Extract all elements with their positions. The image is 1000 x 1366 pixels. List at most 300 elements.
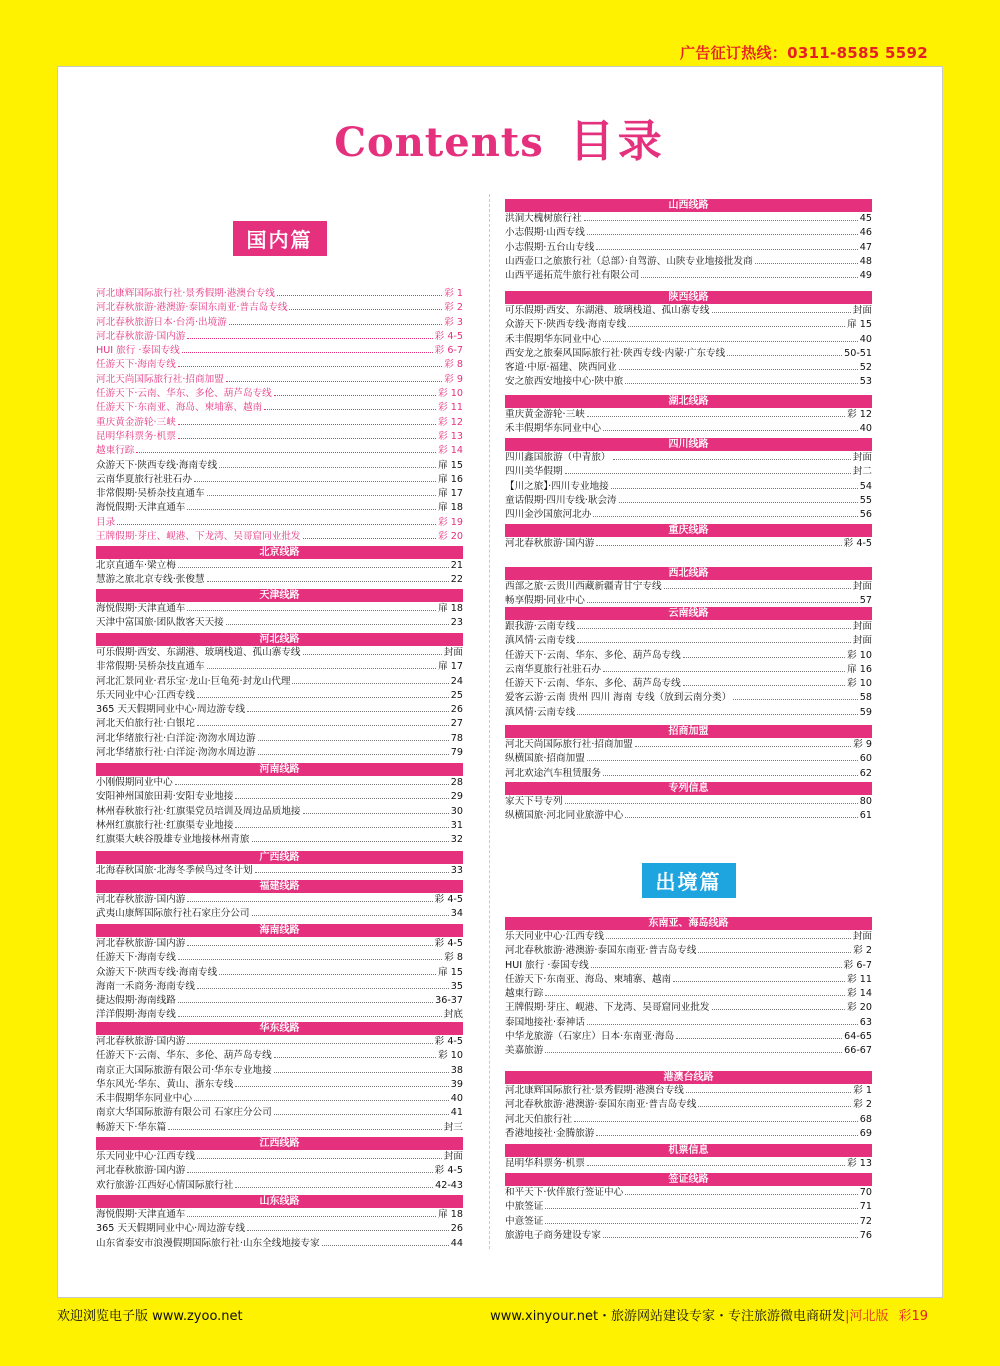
toc-row <box>505 1113 872 1127</box>
entry-name: 滇风情·云南专线 <box>505 706 576 718</box>
leader-dots <box>574 1113 858 1122</box>
leader-dots <box>274 1106 449 1115</box>
entry-name: 王牌假期·芽庄、岘港、下龙湾、吴哥窟同业批发 <box>96 531 301 543</box>
leader-dots <box>178 430 436 439</box>
entry-page: 彩 10 <box>438 388 463 400</box>
toc-row <box>96 1164 463 1178</box>
toc-row <box>505 677 872 691</box>
entry-page: 56 <box>859 509 872 521</box>
leader-dots <box>292 675 448 684</box>
entry-page: 60 <box>859 753 872 765</box>
toc-row <box>505 1001 872 1015</box>
title-en: Contents <box>334 119 544 166</box>
entry-name: 王牌假期·芽庄、岘港、下龙湾、吴哥窟同业批发 <box>505 1002 710 1014</box>
entry-name: 南京大华国际旅游有限公司 石家庄分公司 <box>96 1107 272 1119</box>
entry-page: 21 <box>450 560 463 571</box>
leader-dots <box>641 269 857 278</box>
toc-row <box>505 987 872 1001</box>
leader-dots <box>235 1078 448 1087</box>
toc-row <box>96 444 463 458</box>
leader-dots <box>628 318 845 327</box>
entry-page: 彩 10 <box>847 649 872 661</box>
entry-name: 河北华绪旅行社·白洋淀·沕沕水周边游 <box>96 732 256 744</box>
leader-dots <box>619 361 858 370</box>
toc-row <box>96 776 463 790</box>
entry-name: 四川金沙国旅河北办 <box>505 509 592 521</box>
entry-name: 天津中富国旅·团队散客天天接 <box>96 617 224 629</box>
entry-name: 安阳神州国旅田莉·安阳专业地接 <box>96 791 234 803</box>
toc-row <box>505 494 872 508</box>
leader-dots <box>587 1157 845 1166</box>
entry-page: 彩 13 <box>847 1158 872 1169</box>
leader-dots <box>187 893 432 902</box>
leader-dots <box>733 691 857 700</box>
toc-row <box>96 1035 463 1049</box>
toc-row <box>96 344 463 358</box>
toc-row <box>96 501 463 515</box>
entry-name: 童话假期·四川专线·耿会涛 <box>505 494 617 506</box>
toc-row <box>505 944 872 958</box>
toc-row <box>505 1186 872 1200</box>
leader-dots <box>593 508 857 517</box>
toc-row <box>505 634 872 648</box>
entry-page: 57 <box>859 595 872 607</box>
leader-dots <box>712 304 851 313</box>
entry-page: 封面 <box>443 647 463 658</box>
entry-page: 24 <box>450 675 463 687</box>
section-bar: 西北线路 <box>505 567 872 580</box>
toc-section <box>96 880 463 922</box>
leader-dots <box>625 375 858 384</box>
leader-dots <box>197 717 449 726</box>
toc-row <box>505 361 872 375</box>
leader-dots <box>577 634 851 643</box>
toc-section <box>505 1071 872 1141</box>
entry-page: 扉 18 <box>438 1209 463 1220</box>
entry-name: 河北天尚国际旅行社·招商加盟 <box>505 739 633 750</box>
entry-name: 禾丰假期华东同业中心 <box>96 1093 192 1105</box>
entry-page: 彩 8 <box>444 952 463 964</box>
toc-row <box>505 663 872 677</box>
toc-row <box>96 1008 463 1022</box>
leader-dots <box>545 1215 857 1224</box>
toc-row <box>96 1222 463 1236</box>
entry-name: 中华龙旅游（石家庄）日本·东南亚·海岛 <box>505 1031 675 1043</box>
entry-name: 任游天下·云南、华东、多伦、葫芦岛专线 <box>96 388 272 400</box>
section-bar: 福建线路 <box>96 880 463 893</box>
entry-page: 28 <box>450 777 463 788</box>
entry-name: 河北天尚国际旅行社·招商加盟 <box>96 373 224 385</box>
leader-dots <box>235 790 448 799</box>
entry-name: 河北春秋旅游·港澳游·泰国东南亚·普吉岛专线 <box>505 945 697 957</box>
entry-page: 50-51 <box>844 347 872 359</box>
entry-name: 河北康辉国际旅行社·景秀假期·港澳台专线 <box>505 1085 684 1096</box>
leader-dots <box>187 602 436 611</box>
section-bar: 签证线路 <box>505 1173 872 1186</box>
entry-name: 禾丰假期华东同业中心 <box>505 333 601 345</box>
entry-name: 四川美华假期 <box>505 466 563 478</box>
entry-page: 彩 12 <box>438 416 463 428</box>
entry-name: 畅游天下·华东篇 <box>96 1121 167 1133</box>
leader-dots <box>577 706 858 715</box>
entry-name: 河北春秋旅游·港澳游·泰国东南亚·普吉岛专线 <box>505 1099 697 1111</box>
toc-row <box>505 1127 872 1141</box>
toc-row <box>505 212 872 226</box>
entry-name: 河北春秋旅游日本·台湾·出境游 <box>96 316 227 328</box>
entry-name: 小刚假期同业中心 <box>96 777 173 788</box>
toc-row <box>505 1229 872 1243</box>
entry-page: 彩 4-5 <box>434 938 463 949</box>
entry-name: 跟我游·云南专线 <box>505 621 576 632</box>
toc-row <box>96 330 463 344</box>
toc-section <box>505 395 872 437</box>
entry-name: 非常假期·吴桥杂技直通车 <box>96 661 205 673</box>
toc-row <box>505 1084 872 1098</box>
toc-row <box>505 959 872 973</box>
toc-row <box>96 893 463 907</box>
entry-page: 34 <box>450 908 463 920</box>
entry-page: 封面 <box>852 621 872 632</box>
leader-dots <box>187 1035 432 1044</box>
toc-row <box>96 573 463 587</box>
entry-name: 纵横国旅·河北同业旅游中心 <box>505 810 624 822</box>
entry-name: 非常假期·吴桥杂技直通车 <box>96 488 205 500</box>
footer-slogan: www.xinyour.net・旅游网站建设专家・专注旅游微电商研发 <box>490 1309 846 1324</box>
toc-section <box>505 782 872 824</box>
entry-page: 彩 20 <box>438 531 463 543</box>
leader-dots <box>587 1016 858 1025</box>
toc-row <box>96 430 463 444</box>
entry-page: 扉 18 <box>438 502 463 514</box>
entry-page: 54 <box>859 480 872 492</box>
entry-page: 40 <box>859 333 872 345</box>
leader-dots <box>207 660 437 669</box>
entry-page: 36-37 <box>435 995 463 1007</box>
toc-row <box>505 973 872 987</box>
entry-page: 61 <box>859 810 872 822</box>
entry-page: 彩 9 <box>444 373 463 385</box>
toc-row <box>505 422 872 436</box>
toc-section <box>505 291 872 390</box>
entry-name: 河北春秋旅游·国内游 <box>96 1165 186 1177</box>
footer-left: 欢迎浏览电子版 www.zyoo.net <box>57 1309 243 1324</box>
entry-page: 封面 <box>852 305 872 316</box>
entry-page: 扉 15 <box>847 319 872 331</box>
entry-name: 滇风情·云南专线 <box>505 635 576 647</box>
leader-dots <box>274 387 436 396</box>
leader-dots <box>577 620 851 629</box>
toc-section <box>505 1173 872 1243</box>
entry-name: 任游天下·云南、华东、多伦、葫芦岛专线 <box>505 678 681 690</box>
entry-page: 封二 <box>852 466 872 478</box>
entry-page: 66-67 <box>844 1045 872 1057</box>
leader-dots <box>664 580 851 589</box>
entry-name: 河北康辉国际旅行社·景秀假期·港澳台专线 <box>96 288 275 299</box>
leader-dots <box>247 1222 449 1231</box>
entry-name: 香港地接社·金腾旅游 <box>505 1127 595 1139</box>
section-bar: 河南线路 <box>96 763 463 776</box>
entry-page: 23 <box>450 617 463 629</box>
toc-row <box>96 1237 463 1251</box>
leader-dots <box>255 864 449 873</box>
entry-page: 彩 6-7 <box>843 959 872 971</box>
leader-dots <box>252 833 449 842</box>
entry-name: 北京直通车·梁立梅 <box>96 560 176 571</box>
entry-page: 27 <box>450 718 463 730</box>
entry-name: 禾丰假期华东同业中心 <box>505 423 601 435</box>
toc-section <box>96 1137 463 1193</box>
entry-name: 爱客云游·云南 贵州 四川 海南 专线（放到云南分类） <box>505 692 732 704</box>
leader-dots <box>565 465 851 474</box>
entry-page: 彩 11 <box>847 973 872 985</box>
section-bar: 东南亚、海岛线路 <box>505 917 872 930</box>
leader-dots <box>584 212 858 221</box>
leader-dots <box>587 226 858 235</box>
toc-row <box>505 480 872 494</box>
toc-row <box>505 738 872 752</box>
toc-row <box>96 358 463 372</box>
toc-row <box>505 1098 872 1112</box>
toc-row <box>96 287 463 301</box>
entry-name: 美嘉旅游 <box>505 1045 544 1057</box>
toc-row <box>505 1016 872 1030</box>
leader-dots <box>289 301 442 310</box>
toc-row <box>96 732 463 746</box>
leader-dots <box>207 573 449 582</box>
entry-page: 彩 3 <box>444 316 463 328</box>
leader-dots <box>235 1179 433 1188</box>
entry-page: 彩 8 <box>444 359 463 371</box>
toc-row <box>96 966 463 980</box>
entry-page: 彩 10 <box>847 678 872 690</box>
toc-row <box>96 746 463 760</box>
toc-row <box>96 703 463 717</box>
toc-section <box>96 1022 463 1135</box>
entry-page: 扉 17 <box>438 488 463 500</box>
entry-name: 乐天同业中心·江西专线 <box>96 1151 195 1162</box>
entry-page: 30 <box>450 805 463 817</box>
entry-page: 32 <box>450 834 463 846</box>
leader-dots <box>596 1127 857 1136</box>
leader-dots <box>187 937 432 946</box>
toc-row <box>96 980 463 994</box>
leader-dots <box>194 1092 449 1101</box>
toc-row <box>505 1157 872 1171</box>
leader-dots <box>545 987 845 996</box>
entry-name: 海悦假期·天津直通车 <box>96 502 186 514</box>
entry-page: 53 <box>859 376 872 388</box>
leader-dots <box>207 487 437 496</box>
toc-row <box>505 269 872 283</box>
entry-name: 欢行旅游·江西好心情国际旅行社 <box>96 1179 234 1191</box>
toc-row <box>505 706 872 720</box>
toc-row <box>96 864 463 878</box>
footer-right <box>490 1305 928 1324</box>
toc-section <box>96 589 463 631</box>
entry-page: 彩 4-5 <box>843 538 872 549</box>
toc-row <box>505 375 872 389</box>
entry-name: 旅游电子商务建设专家 <box>505 1229 601 1241</box>
leader-dots <box>611 480 858 489</box>
entry-name: 任游天下·海南专线 <box>96 952 176 964</box>
leader-dots <box>613 451 851 460</box>
entry-page: 59 <box>859 706 872 718</box>
entry-name: 昆明华科票务·机票 <box>505 1158 585 1169</box>
entry-name: 西安龙之旅秦风国际旅行社·陕西专线·内蒙·广东专线 <box>505 347 726 359</box>
entry-page: 扉 18 <box>438 603 463 614</box>
toc-section <box>96 763 463 847</box>
entry-name: 河北汇景同业·君乐宝·龙山·巨龟苑·封龙山代理 <box>96 675 291 687</box>
ad-hotline: 广告征订热线：0311-8585 5592 <box>680 44 928 62</box>
toc-section <box>96 287 463 544</box>
leader-dots <box>252 907 449 916</box>
toc-section <box>505 567 872 609</box>
entry-page: 22 <box>450 574 463 586</box>
entry-page: 31 <box>450 819 463 831</box>
leader-dots <box>545 1044 842 1053</box>
entry-name: 河北欢途汽车租赁服务 <box>505 767 601 779</box>
toc-row <box>96 689 463 703</box>
toc-row <box>96 1092 463 1106</box>
entry-page: 80 <box>859 796 872 807</box>
entry-name: 北海春秋国旅·北海冬季候鸟过冬计划 <box>96 865 253 876</box>
section-bar: 河北线路 <box>96 633 463 646</box>
toc-row <box>96 459 463 473</box>
entry-name: 纵横国旅·招商加盟 <box>505 753 585 765</box>
entry-page: 46 <box>859 227 872 239</box>
leader-dots <box>727 347 842 356</box>
toc-section <box>96 1195 463 1251</box>
leader-dots <box>303 646 442 655</box>
section-bar: 海南线路 <box>96 924 463 937</box>
leader-dots <box>226 616 449 625</box>
entry-name: 南京正大国际旅游有限公司·华东专业地接 <box>96 1064 272 1076</box>
toc-row <box>505 691 872 705</box>
toc-row <box>96 530 463 544</box>
leader-dots <box>178 559 449 568</box>
leader-dots <box>587 408 845 417</box>
entry-name: 和平天下·伙伴旅行签证中心 <box>505 1187 624 1198</box>
entry-page: 扉 17 <box>438 661 463 673</box>
leader-dots <box>168 1121 442 1130</box>
toc-section <box>505 438 872 522</box>
entry-page: 42-43 <box>435 1179 463 1191</box>
entry-page: 26 <box>450 1223 463 1235</box>
leader-dots <box>274 1064 449 1073</box>
entry-page: 彩 11 <box>438 402 463 414</box>
toc-row <box>96 646 463 660</box>
toc-row <box>96 805 463 819</box>
toc-row <box>505 580 872 594</box>
toc-row <box>505 318 872 332</box>
entry-page: 封面 <box>852 635 872 647</box>
leader-dots <box>258 746 449 755</box>
entry-name: 小志假期·山西专线 <box>505 227 585 239</box>
section-bar: 北京线路 <box>96 546 463 559</box>
entry-name: 泰国地接社·泰神话 <box>505 1016 585 1028</box>
entry-name: HUI 旅行 ·泰国专线 <box>96 345 180 357</box>
leader-dots <box>606 930 851 939</box>
toc-row <box>96 387 463 401</box>
toc-row <box>505 304 872 318</box>
entry-page: 70 <box>859 1187 872 1198</box>
entry-name: 武夷山康辉国际旅行社石家庄分公司 <box>96 908 250 920</box>
section-bar: 招商加盟 <box>505 725 872 738</box>
entry-name: HUI 旅行 ·泰国专线 <box>505 959 589 971</box>
leader-dots <box>303 805 449 814</box>
toc-section <box>505 917 872 1059</box>
entry-page: 封面 <box>852 931 872 942</box>
toc-row <box>96 907 463 921</box>
column-divider <box>489 194 490 1249</box>
entry-page: 25 <box>450 689 463 701</box>
leader-dots <box>235 819 448 828</box>
entry-page: 彩 14 <box>847 988 872 1000</box>
leader-dots <box>197 1150 442 1159</box>
leader-dots <box>603 767 858 776</box>
entry-page: 彩 14 <box>438 445 463 457</box>
entry-name: 昆明华科票务·机票 <box>96 430 176 442</box>
toc-row <box>96 373 463 387</box>
leader-dots <box>258 732 449 741</box>
leader-dots <box>197 980 449 989</box>
entry-name: 云南华夏旅行社驻石办 <box>96 473 192 485</box>
entry-name: 【川之旅】·四川专业地接 <box>505 480 609 492</box>
toc-row <box>96 316 463 330</box>
toc-row <box>96 1121 463 1135</box>
entry-page: 41 <box>450 1107 463 1119</box>
entry-name: 红旗渠大峡谷殷雄专业地接林州青旅 <box>96 834 250 846</box>
entry-page: 62 <box>859 767 872 779</box>
footer-page-number: 彩19 <box>898 1309 928 1324</box>
toc-row <box>505 226 872 240</box>
toc-row <box>505 752 872 766</box>
toc-row <box>505 809 872 823</box>
toc-row <box>505 333 872 347</box>
leader-dots <box>587 752 858 761</box>
entry-name: 中意签证 <box>505 1215 544 1227</box>
entry-name: 畅享假期·同业中心 <box>505 595 585 607</box>
entry-page: 彩 19 <box>438 516 463 528</box>
toc-row <box>96 937 463 951</box>
toc-row <box>505 537 872 551</box>
domestic-heading: 国内篇 <box>96 221 463 256</box>
entry-page: 彩 13 <box>438 430 463 442</box>
toc-row <box>505 465 872 479</box>
toc-section <box>505 1144 872 1171</box>
toc-row <box>96 416 463 430</box>
entry-name: 河北春秋旅游·国内游 <box>96 330 186 342</box>
toc-row <box>96 1208 463 1222</box>
page-title <box>58 105 942 169</box>
toc-section <box>96 924 463 1023</box>
entry-page: 40 <box>859 423 872 435</box>
entry-page: 彩 9 <box>853 739 872 750</box>
entry-page: 33 <box>450 865 463 876</box>
entry-page: 35 <box>450 980 463 992</box>
entry-page: 26 <box>450 704 463 716</box>
entry-page: 封三 <box>443 1121 463 1133</box>
leader-dots <box>545 1200 857 1209</box>
toc-row <box>96 660 463 674</box>
toc-row <box>96 951 463 965</box>
entry-name: 山西平遥拓荒牛旅行社有限公司 <box>505 270 640 282</box>
toc-row <box>505 1030 872 1044</box>
entry-name: 河北春秋旅游·国内游 <box>96 894 186 905</box>
section-bar: 专列信息 <box>505 782 872 795</box>
toc-row <box>96 1049 463 1063</box>
entry-page: 彩 4-5 <box>434 1165 463 1177</box>
